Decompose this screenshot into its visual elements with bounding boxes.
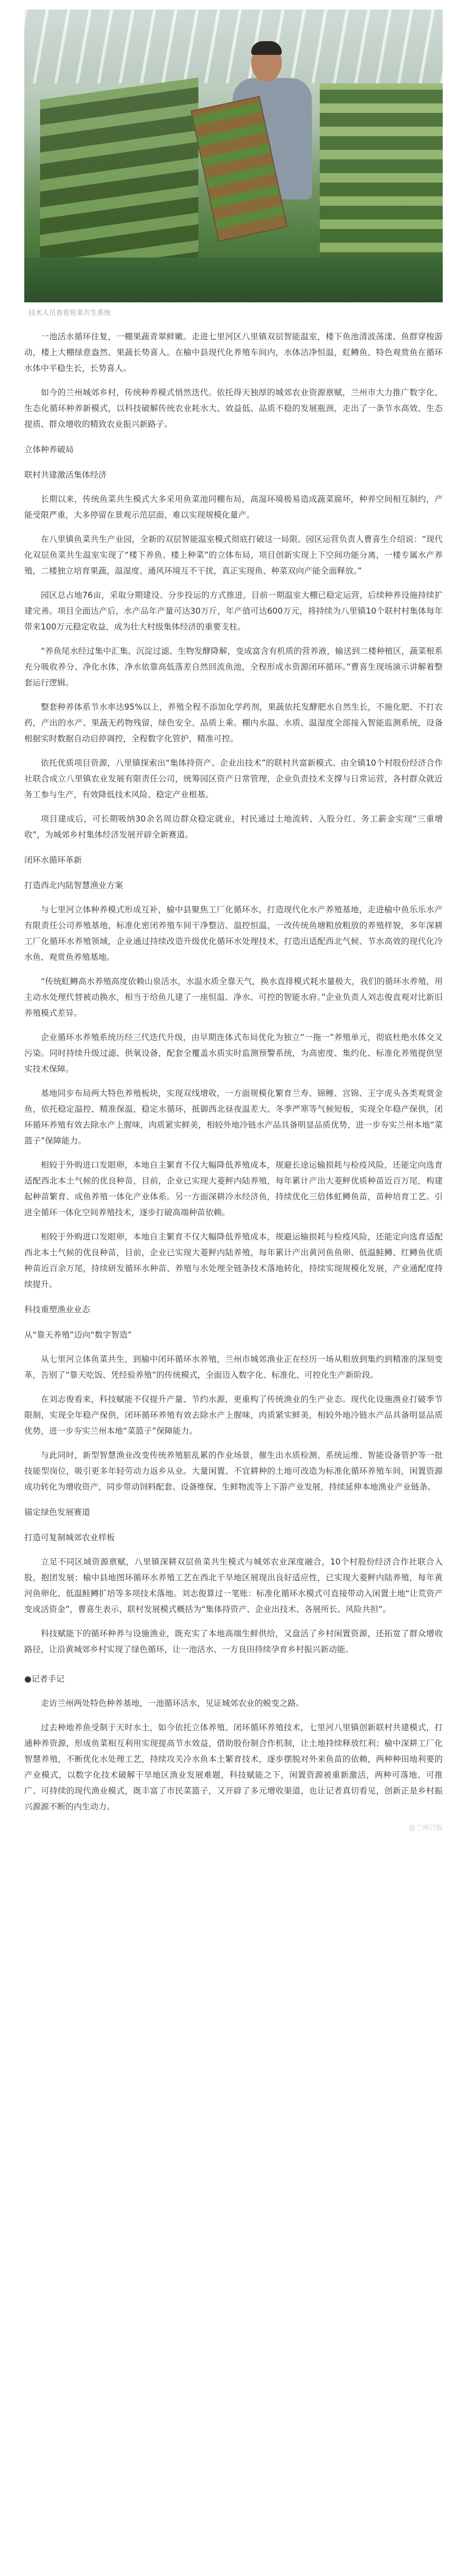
article-paragraph: 基地同步布局两大特色养殖板块，实现双线增收，一方面规模化繁育兰寿、锦鲤、宫锦、王字虎头各类观赏金鱼，依托稳定温控、精准保温，稳定水循环，抵御西北昼夜温差大、冬季严寒等气候短板，实现全年稳产保供，闭环循环养殖有效去除水产上腥味，肉质紧实鲜美，相较外地冷链水产品具备明显品质优势，进一步夯实兰州本地“菜篮子”保障能力。 bbox=[24, 1089, 443, 1146]
article-paragraph: 项目建成后，可长期吸纳30余名周边群众稳定就业，村民通过土地流转、入股分红、务工薪金实现“三重增收”，为城郊乡村集体经济发展开辟全新赛道。 bbox=[24, 814, 443, 839]
section-heading: 闭环水循环革新 bbox=[24, 855, 82, 865]
article-paragraph: 在刘志俊看来，科技赋能不仅提升产量、节约水源，更重构了传统渔业的生产业态。现代化设施渔业打破季节限制，实现全年稳产保供，闭环循环养殖有效去除水产上腥味，肉质紧实鲜美，相较外地冷链水产品具备明显品质优势，进一步夯实兰州本地“菜篮子”保障能力。 bbox=[24, 1395, 443, 1436]
section-heading: 打造西北内陆智慧渔业方案 bbox=[24, 881, 123, 890]
article-paragraph: 过去种地养鱼受制于天时水土，如今依托立体养殖、闭环循环养殖技术，七里河八里镇创新联村共建模式，打通种养资源，形成鱼菜相互利用实现提高节水效益，借助股份制合作机制，让土地持续释放红利；榆中深耕工厂化智慧养殖，不断优化水处理工艺，持续攻关冷水鱼本土繁育技术，逐步摆脱对外来鱼苗的依赖，两种种田地利要的产业模式，以数字化技术破解干旱地区渔业发展难题，科技赋能之下，闲置资源被重新激活，两种可落地、可推广、可持续的现代渔业模式，既丰富了市民菜篮子，又开辟了多元增收渠道，也让记者真切看见，创新正是乡村振兴源源不断的内生动力。 bbox=[24, 1723, 443, 1811]
article-paragraph: “传统虹鳟高水养殖高度依赖山泉活水，水温水质全靠天气，换水直排模式耗水量极大，我们的循环水养殖，用主动水处理代替被动换水，相当于给鱼儿建了一座恒温、净水、可控的智能水府。”企业负责人刘志俊直观对比新旧养殖模式差异。 bbox=[24, 977, 443, 1018]
article-paragraph: 依托优质项目资源，八里镇探索出“集体持资产、企业出技术”的联村共富新模式。由全镇10个村股份经济合作社联合成立八里镇农业发展有限责任公司，统筹园区资产日常管理，企业负责技术支撑与日常运营，各村群众就近务工参与生产，有效降低技术风险、稳定产业根基。 bbox=[24, 758, 443, 799]
article-photo bbox=[24, 9, 443, 302]
article-paragraph: 一池活水循环往复，一棚果蔬青翠鲜嫩。走进七里河区八里镇双层智能温室，楼下鱼池清波荡漾、鱼群穿梭游动，楼上大棚绿意盎然、果蔬长势喜人。在榆中县现代化养殖车间内，水体洁净恒温，虹鳟鱼、特色观赏鱼在循环水体中平稳生长，长势喜人。 bbox=[24, 332, 443, 373]
article-paragraph: 企业循环水养殖系统历经三代迭代升级，由早期连体式布局优化为独立“一拖一”养殖单元，彻底杜绝水体交叉污染。同时持续升级过滤、供氧设备，配套全覆盖水质实时监测预警系统，为高密度、集约化、标准化养殖提供坚实技术保障。 bbox=[24, 1033, 443, 1074]
article-paragraph: 走访兰州两处特色种养基地，一池循环活水，见证城郊农业的蜕变之路。 bbox=[41, 1699, 304, 1708]
article-paragraph: 相较于外购进口发眼卵，本地自主繁育不仅大幅降低养殖成本，规避运输损耗与检疫风险，还能定向选育适配西北本土气候的优良种苗，目前，企业已实现大菱鲆内陆养殖，每年累计产出黄河鱼鱼卵、低温鲑鳟、红鳟鱼优质种苗近百余万尾，持续研发循环水种苗、养殖与水处理全链条技术落地转化，持续实现规模化发展，产业通配度持续提升。 bbox=[24, 1232, 443, 1289]
section-heading: ●记者手记 bbox=[24, 1674, 64, 1684]
article-paragraph: 科技赋能下的循环种养与设施渔业，既充实了本地高端生鲜供给，又盘活了乡村闲置资源，还拓宽了群众增收路径，让沿黄城郊乡村实现了绿色循环，让一池活水、一方良田持续孕育乡村振兴新动能。 bbox=[24, 1629, 443, 1654]
section-heading: 锚定绿色发展赛道 bbox=[24, 1508, 90, 1517]
section-heading: 联村共建激活集体经济 bbox=[24, 470, 107, 480]
section-heading: 科技重塑渔业业态 bbox=[24, 1305, 90, 1314]
article-paragraph: 与此同时，新型智慧渔业改变传统养殖脏乱累的作业场景，催生出水质检测、系统运维、智能设备管护等一批技能型岗位，吸引更多年轻劳动力返乡从业。大量闲置、不宜耕种的土地可改造为标准化循环养殖车间，闲置资源成功转化为增收资产，同步带动饲料配套、设备维保、生鲜物流等上下游产业发展，持续延伸本地渔业产业链条。 bbox=[24, 1451, 443, 1492]
article-paragraph: 整套种养体系节水率达95%以上，养殖全程不添加化学药剂，果蔬依托发酵肥水自然生长，不施化肥、不打农药，产出的水产、果蔬无药物残留，绿色安全、品质上乘。棚内水温、水质、温湿度全部接入智能监测系统，设备根据实时数据自动启停调控，全程数字化管护，精准可控。 bbox=[24, 702, 443, 743]
section-heading: 从“靠天养殖”迈向“数字智造” bbox=[24, 1330, 132, 1340]
article-paragraph: 从七里河立体鱼菜共生，到榆中闭环循环水养殖，兰州市城郊渔业正在经历一场从粗放到集约到精准的深刻变革，告别了“靠天吃饭、凭经验养殖”的传统模式，全面迈入数字化、标准化、可控化生产新阶段。 bbox=[24, 1354, 443, 1380]
source-watermark: @兰州日报 bbox=[408, 1824, 443, 1832]
section-heading: 打造可复制城郊农业样板 bbox=[24, 1533, 115, 1542]
greenhouse-roof bbox=[24, 9, 443, 83]
article-paragraph: 在八里镇鱼菜共生产业园，全新的双层智能温室模式彻底打破这一局限。园区运营负责人曹喜生介绍说：“现代化双层鱼菜共生温室实现了“楼下养鱼、楼上种菜”的立体布局，项目创新实现上下空间功能分离，一楼专属水产养殖，二楼独立培育果蔬，温湿度、通风环境互不干扰，真正实现鱼、种菜双向产能全面释放。” bbox=[24, 535, 443, 576]
article-body bbox=[24, 329, 443, 1815]
technician-hair bbox=[251, 41, 282, 55]
section-heading: 立体种养破局 bbox=[24, 445, 74, 454]
article-paragraph: “养鱼尾水经过集中汇集、沉淀过滤、生物发酵降解，变成富含有机质的营养液，输送到二楼种植区，蔬菜根系充分吸收养分、净化水体，净水依靠高低落差自然回流鱼池，全程形成水资源闭环循环。”曹喜生现场演示讲解着整套运行逻辑。 bbox=[24, 646, 443, 688]
article-paragraph: 与七里河立体种养模式形成互补，榆中县聚焦工厂化循环水，打造现代化水产养殖基地，走进榆中鱼乐乐水产有限责任公司养殖基地，标准化密闭养殖车间干净整洁、温控恒温，一改传统鱼塘粗放粗放的养殖样貌，多年深耕工厂化循环水养殖领域，企业通过持续改造升级优化循环水处理技术，打造出适配西北气候、节水高效的现代化冷水鱼、观赏鱼养殖基地。 bbox=[24, 905, 443, 962]
fish-pond bbox=[24, 257, 443, 302]
article-paragraph: 如今的兰州城郊乡村，传统种养模式悄然迭代。依托得天独厚的城郊农业资源禀赋，兰州市大力推广数字化、生态化循环种养新模式，以科技破解传统农业耗水大、效益低、品质不稳的发展瓶颈，走出了一条节水高效、生态提质、群众增收的精致农业振兴新路子。 bbox=[24, 388, 443, 429]
article-paragraph: 立足不同区域资源禀赋，八里镇深耕双层鱼菜共生模式与城郊农业深度融合，10个村股份经济合作社联合入股，抱团发展；榆中县地图环循环水养殖工艺在西北干旱地区展现出良好适应性，已实现大菱鲆内陆养殖，每年黄河鱼卵化、低温鲑鳟扩培等多项技术落地。刘志俊算过一笔账：标准化循环水模式可直接带动入闲置土地“让荒资产变成活资金”，曹喜生表示，联村发展模式概括为“集体持资产、企业出技术、各展所长、风险共担”。 bbox=[24, 1557, 443, 1614]
article-paragraph: 长期以来，传统鱼菜共生模式大多采用鱼菜池同棚布局，高湿环境极易造成蔬菜腐坏，种养空间相互制约，产能受限严重，大多停留在景观示范层面，难以实现规模化量产。 bbox=[24, 494, 443, 520]
article-paragraph: 园区总占地76亩，采取分期建设、分步投运的方式推进，目前一期温室大棚已稳定运营，后续种养设施持续扩建完善。项目全面达产后，水产品年产量可达30万斤，年产值可达600万元，将持续为八里镇10个联村村集体每年带来100万元稳定收益，成为壮大村级集体经济的重要支柱。 bbox=[24, 590, 443, 632]
photo-caption: 技术人员查看鱼菜共生系统 bbox=[28, 309, 111, 317]
article-paragraph: 相较于外购进口发眼卵，本地自主繁育不仅大幅降低养殖成本，规避长途运输损耗与检疫风险，还能定向选育适配西北本土气候的优良种苗，目前，企业已实现大菱鲆内陆养殖，每年累计产出大菱鲆优质种苗近百万尾，构建起种苗繁育、成鱼养殖一体化产业体系。另一方面深耕冷水经济鱼，持续优化三倍体虹鳟鱼苗，苗种培育工艺。引进全循环一体化空间养殖技术，逐步打破高端种苗依赖。 bbox=[24, 1160, 443, 1217]
